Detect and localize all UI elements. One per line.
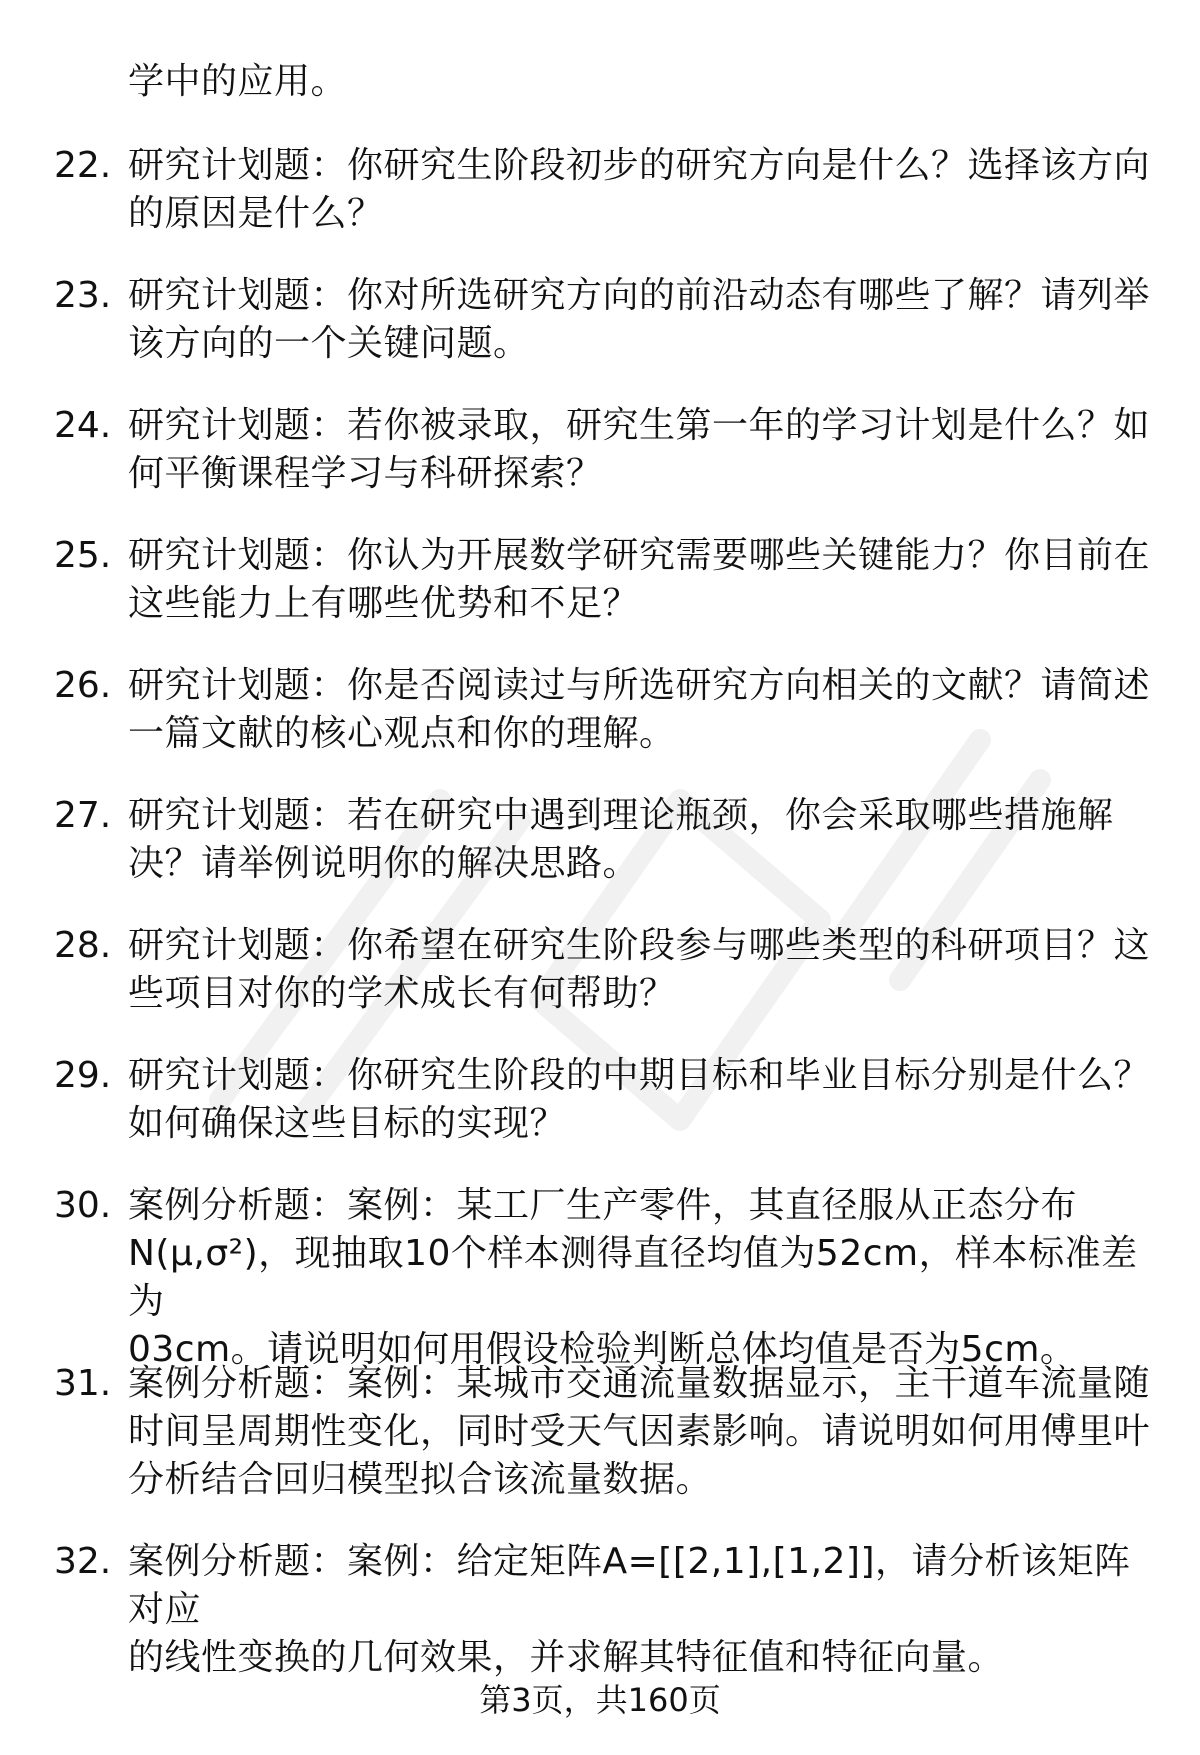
item-number: 28. [54,925,112,966]
list-item [0,1182,1200,1370]
item-number: 30. [54,1185,112,1226]
list-item [0,142,1200,238]
item-number: 23. [54,275,112,316]
item-number: 26. [54,665,112,706]
item-number: 31. [54,1363,112,1404]
list-item [0,1052,1200,1148]
item-text: 案例分析题：案例：给定矩阵A=[[2,1],[1,2]]，请分析该矩阵对应 的线性变换的几何效果，并求解其特征值和特征向量。 [128,1541,1131,1678]
item-number: 22. [54,145,112,186]
page-footer: 第3页，共160页 [479,1681,721,1719]
item-text: 研究计划题：你对所选研究方向的前沿动态有哪些了解？请列举 该方向的一个关键问题。 [128,275,1151,364]
item-number: 29. [54,1055,112,1096]
item-text: 研究计划题：你研究生阶段的中期目标和毕业目标分别是什么？ 如何确保这些目标的实现？ [128,1055,1151,1144]
list-item [0,922,1200,1018]
item-text: 研究计划题：你是否阅读过与所选研究方向相关的文献？请简述 一篇文献的核心观点和你的理解。 [128,665,1151,754]
item-text: 案例分析题：案例：某城市交通流量数据显示，主干道车流量随 时间呈周期性变化，同时受天气因素影响。请说明如何用傅里叶 分析结合回归模型拟合该流量数据。 [128,1363,1151,1500]
list-item [0,272,1200,368]
item-number: 24. [54,405,112,446]
item-text: 研究计划题：你研究生阶段初步的研究方向是什么？选择该方向 的原因是什么？ [128,145,1151,234]
item-number: 25. [54,535,112,576]
continuation-text: 学中的应用。 [128,61,348,102]
list-item [0,532,1200,628]
list-item [0,1538,1200,1678]
list-item [0,662,1200,758]
item-text: 研究计划题：若在研究中遇到理论瓶颈，你会采取哪些措施解 决？请举例说明你的解决思路。 [128,795,1114,884]
list-item [0,1360,1200,1504]
list-item [0,402,1200,498]
item-number: 32. [54,1541,112,1582]
item-text: 研究计划题：你认为开展数学研究需要哪些关键能力？你目前在 这些能力上有哪些优势和不足？ [128,535,1151,624]
item-text: 研究计划题：若你被录取，研究生第一年的学习计划是什么？如 何平衡课程学习与科研探索？ [128,405,1151,494]
item-text: 研究计划题：你希望在研究生阶段参与哪些类型的科研项目？这 些项目对你的学术成长有何帮助？ [128,925,1151,1014]
item-number: 27. [54,795,112,836]
item-text: 案例分析题：案例：某工厂生产零件，其直径服从正态分布 N(μ,σ²)，现抽取10个样本测得直径均值为52cm，样本标准差为 03cm。请说明如何用假设检验判断总体均值是否为5cm。 [128,1185,1138,1370]
list-item [0,792,1200,888]
question-list [0,142,1200,1678]
